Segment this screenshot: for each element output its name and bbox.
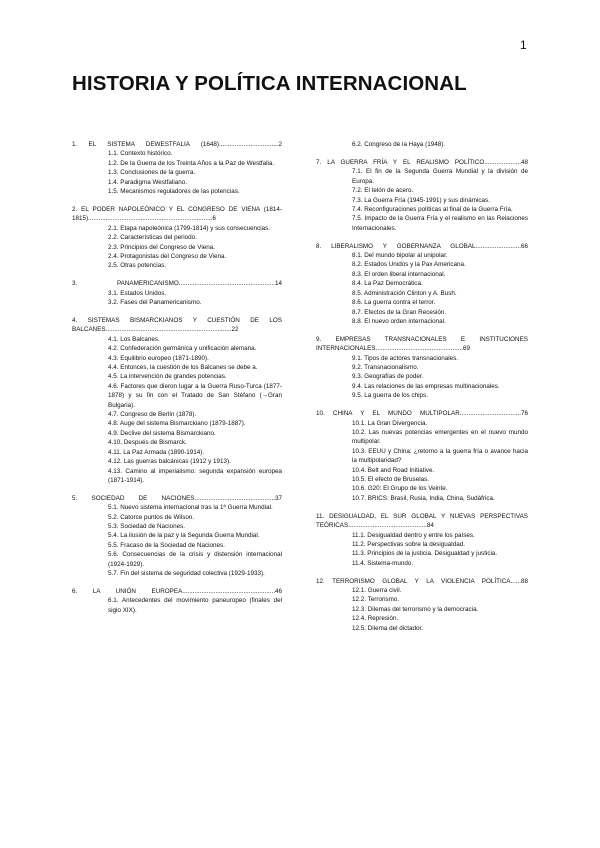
toc-section-heading: 1. EL SISTEMA DEWESTFALIA (1648)..................................2: [72, 141, 282, 148]
toc-subsection-item: 7.2. El telón de acero.: [352, 187, 414, 195]
toc-subsection-item: 6.1. Antecedentes del movimiento paneuropeo (finales del siglo XIX).: [108, 597, 282, 614]
toc-subsection-item: 10.7. BRICS: Brasil, Rusia, India, China, Sudáfrica.: [352, 494, 495, 502]
toc-subsection-item: 4.13. Camino al imperialismo: segunda expansión europea (1871-1914).: [108, 467, 282, 484]
toc-subsection-item: 8.1. Del mundo bipolar al unipolar.: [352, 252, 448, 260]
toc-subsection-item: 4.9. Declive del sistema Bismarckiano.: [108, 429, 216, 437]
toc-subsection-item: 10.2. Las nuevas potencias emergentes en el nuevo mundo multipolar.: [352, 428, 528, 446]
toc-subsection-item: 11.1. Desigualdad dentro y entre los países.: [352, 531, 475, 539]
toc-subsection-item: 4.3. Equilibrio europeo (1871-1890).: [108, 354, 209, 362]
toc-subsection-item: 4.4. Entonces, la cuestión de los Balcanes se debe a.: [108, 364, 258, 372]
toc-subsection-item: 2.3. Principios del Congreso de Viena.: [108, 243, 215, 251]
toc-subsection-item: 12.2. Terrorismo.: [352, 596, 400, 604]
toc-section: [316, 409, 528, 503]
toc-section-heading: 7. LA GUERRA FRÍA Y EL REALISMO POLÍTICO.....................48: [316, 158, 528, 166]
toc-subsection-item: 2.4. Protagonistas del Congreso de Viena.: [108, 252, 227, 260]
toc-subsection-item: 8.6. La guerra contra el terror.: [352, 299, 436, 307]
toc-section: [72, 494, 282, 579]
toc-subsection-item: 12.4. Represión.: [352, 615, 399, 623]
toc-section: [72, 316, 282, 485]
toc-section-heading: 6. LA UNIÓN EUROPEA.....................................................46: [72, 587, 282, 595]
toc-subsection-item: 7.4. Reconfiguraciones políticas al final de la Guerra Fría.: [352, 205, 513, 213]
toc-subsection-item: 10.6. G20: El Grupo de los Veinte.: [352, 485, 448, 493]
toc-section: [316, 158, 528, 233]
toc-subsection-item: 11.2. Perspectivas sobre la desigualdad.: [352, 540, 465, 548]
toc-subsection-item: 8.5. Administración Clinton y A. Bush.: [352, 289, 457, 297]
toc-section-heading: 4. SISTEMAS BISMARCKIANOS Y CUESTIÓN DE LOS BALCANES........................................................................22: [72, 317, 282, 334]
toc-section-heading: 2. EL PODER NAPOLEÓNICO Y EL CONGRESO DE VIENA (1814-1815).......................................................................6: [72, 205, 282, 223]
toc-subsection-item: 4.7. Congreso de Berlín (1878).: [108, 411, 197, 419]
toc-subsection-item: 5.4. La ilusión de la paz y la Segunda Guerra Mundial.: [108, 532, 260, 540]
toc-subsection-item: 8.4. La Paz Democrática.: [352, 280, 423, 288]
toc-section: [316, 512, 528, 568]
toc-subsection-item: 5.3. Sociedad de Naciones.: [108, 523, 186, 531]
toc-section: [316, 577, 528, 633]
toc-subsection-item: 10.5. El efecto de Bruselas.: [352, 476, 430, 483]
toc-subsection-item: 12.1. Guerra civil.: [352, 587, 402, 595]
toc-section: [72, 140, 282, 196]
toc-subsection-item: 10.4. Belt and Road Initiative.: [352, 466, 435, 474]
toc-section: [316, 140, 528, 149]
toc-subsection-item: 12.3. Dilemas del terrorismo y la democracia.: [352, 605, 479, 613]
toc-section: [72, 279, 282, 307]
toc-subsection-item: 3.2. Fases del Panamericanismo.: [108, 299, 202, 307]
toc-subsection-item: 11.4. Sistema-mundo.: [352, 559, 414, 567]
toc-subsection-item: 11.3. Principios de la justicia. Desigualdad y justicia.: [352, 550, 498, 558]
toc-subsection-item: 2.2. Características del periodo.: [108, 234, 197, 242]
toc-subsection-item: 5.2. Catorce puntos de Wilson.: [108, 513, 195, 521]
toc-subsection-item: 2.5. Otras potencias.: [108, 262, 167, 270]
toc-section-heading: 8. LIBERALISMO Y GOBERNANZA GLOBAL..........................66: [316, 242, 528, 250]
toc-subsection-item: 1.3. Conclusiones de la guerra.: [108, 169, 196, 177]
page-title: HISTORIA Y POLÍTICA INTERNACIONAL: [72, 72, 467, 95]
toc-subsection-item: 12.5. Dilema del dictador.: [352, 624, 424, 632]
toc-subsection-item: 3.1. Estados Unidos.: [108, 289, 167, 297]
toc-section-heading: 3. PANAMERICANISMO.......................................................14: [72, 280, 282, 288]
toc-section: [72, 205, 282, 271]
toc-subsection-item: 8.2. Estados Unidos y la Pax Americana.: [352, 261, 466, 269]
toc-subsection-item: 4.2. Confederación germánica y unificación alemana.: [108, 345, 257, 353]
toc-subsection-item: 7.5. Impacto de la Guerra Fría y el realismo en las Relaciones Internacionales.: [352, 215, 528, 232]
toc-subsection-item: 8.7. Efectos de la Gran Recesión.: [352, 308, 447, 316]
toc-subsection-item: 5.7. Fin del sistema de seguridad colectiva (1929-1933).: [108, 570, 265, 578]
toc-subsection-item: 10.1. La Gran Divergencia.: [352, 419, 428, 427]
toc-subsection-item: 8.8. El nuevo orden internacional.: [352, 317, 446, 325]
toc-column-left: [72, 140, 282, 624]
toc-section: [72, 587, 282, 615]
toc-subsection-item: 2.1. Etapa napoleónica (1799-1814) y sus consecuencias.: [108, 224, 271, 232]
toc-subsection-item: 9.2. Transnacionalismo.: [352, 364, 419, 372]
toc-subsection-item: 7.3. La Guerra Fría (1945-1991) y sus dinámicas.: [352, 196, 490, 204]
toc-section-heading: 5. SOCIEDAD DE NACIONES..............................................37: [72, 494, 282, 502]
toc-subsection-item: 9.5. La guerra de los chips.: [352, 392, 428, 400]
toc-subsection-item: 9.1. Tipos de actores transnacionales.: [352, 354, 459, 362]
toc-subsection-item: 4.1. Los Balcanes.: [108, 335, 160, 343]
toc-subsection-item: 9.3. Geografías de poder.: [352, 373, 424, 381]
toc-section-heading: 9. EMPRESAS TRANSNACIONALES E INSTITUCIONES INTERNACIONALES..................................................69: [316, 335, 528, 353]
toc-subsection-item: 7.1. El fin de la Segunda Guerra Mundial y la división de Europa.: [352, 168, 528, 185]
toc-subsection-item: 9.4. Las relaciones de las empresas multinacionales.: [352, 382, 500, 390]
toc-subsection-item: 1.1. Contexto histórico.: [108, 150, 173, 158]
toc-subsection-item: 4.11. La Paz Armada (1890-1914).: [108, 448, 205, 456]
toc-section-heading: 11. DESIGUALDAD, EL SUR GLOBAL Y NUEVAS PERSPECTIVAS TEÓRICAS.............................................84: [316, 512, 528, 530]
toc-subsection-item: 4.8. Auge del sistema Bismarckiano (1879-1887).: [108, 420, 246, 428]
toc-section-heading: 12. TERRORISMO GLOBAL Y LA VIOLENCIA POLÍTICA......88: [316, 577, 528, 585]
toc-section-heading: 10. CHINA Y EL MUNDO MULTIPOLAR...................................76: [316, 410, 528, 418]
toc-subsection-item: 4.5. La intervención de grandes potencias.: [108, 373, 227, 381]
toc-subsection-item: 4.10. Después de Bismarck.: [108, 439, 187, 447]
toc-subsection-item: 5.6. Consecuencias de la crisis y distensión internacional (1924-1929).: [108, 551, 282, 568]
toc-subsection-item: 1.5. Mecanismos reguladores de las potencias.: [108, 188, 240, 196]
toc-section: [316, 242, 528, 327]
page-number: 1: [520, 38, 527, 52]
toc-subsection-item: 4.6. Factores que dieron lugar a la Guerra Ruso-Turca (1877-1878) y su fin con el Tratado de San Stéfano (→Gran Bulgaria).: [108, 382, 282, 409]
toc-subsection-item: 5.5. Fracaso de la Sociedad de Naciones.: [108, 541, 225, 549]
toc-subsection-item: 5.1. Nuevo sistema internacional tras la 1ª Guerra Mundial.: [108, 504, 273, 512]
toc-column-right: [316, 140, 528, 642]
toc-subsection-item: 1.4. Paradigma Westfaliano.: [108, 178, 187, 186]
toc-subsection-item: 8.3. El orden liberal internacional.: [352, 270, 446, 278]
toc-subsection-item: 1.2. De la Guerra de los Treinta Años a la Paz de Westfalia.: [108, 159, 275, 167]
toc-subsection-item: 4.12. Las guerras balcánicas (1912 y 1913).: [108, 458, 231, 466]
toc-subsection-item: 6.2. Congreso de la Haya (1948).: [352, 141, 446, 148]
toc-section: [316, 335, 528, 401]
toc-subsection-item: 10.3. EEUU y China: ¿retorno a la guerra fría o avance hacia la multipolaridad?: [352, 447, 528, 465]
